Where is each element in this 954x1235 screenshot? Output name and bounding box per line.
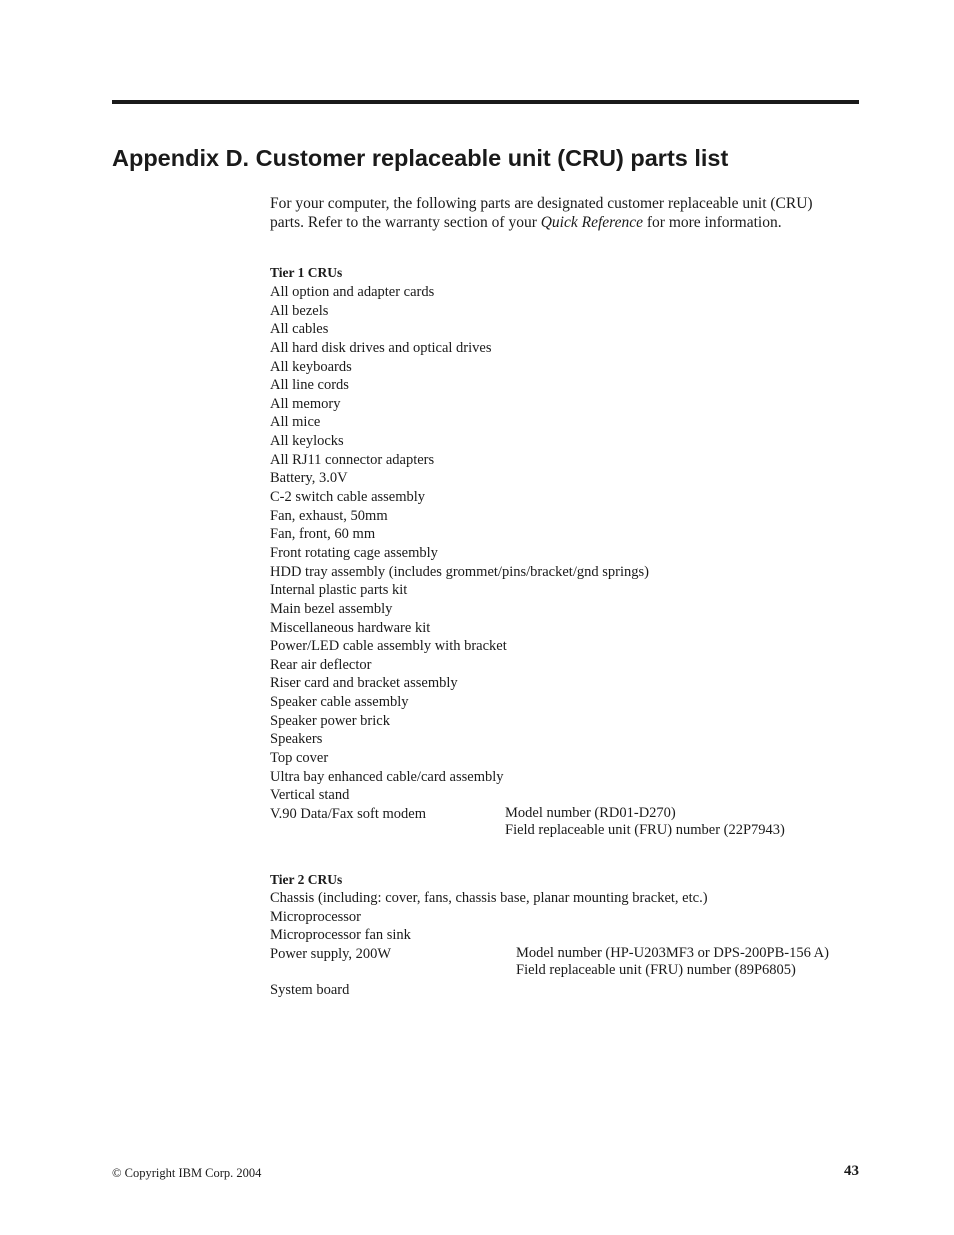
power-supply-detail	[516, 945, 829, 980]
list-item: All keyboards	[270, 358, 352, 375]
list-item: All option and adapter cards	[270, 284, 435, 300]
list-item: Ultra bay enhanced cable/card assembly	[270, 768, 504, 785]
list-item: Microprocessor	[270, 908, 362, 925]
list-item: Vertical stand	[270, 787, 350, 804]
intro-italic: Quick Reference	[540, 213, 643, 231]
list-item: All memory	[270, 395, 341, 412]
tier2-list	[270, 889, 829, 979]
list-item: Battery, 3.0V	[270, 470, 348, 487]
power-model-number: Model number (HP-U203MF3 or DPS-200PB-156 A)	[516, 944, 829, 961]
power-fru-number: Field replaceable unit (FRU) number (89P6805)	[516, 962, 796, 979]
modem-label: V.90 Data/Fax soft modem	[270, 805, 426, 822]
modem-fru-number: Field replaceable unit (FRU) number (22P7943)	[505, 822, 785, 839]
list-item: All RJ11 connector adapters	[270, 451, 435, 468]
list-item-power-supply	[270, 944, 829, 979]
tier1-heading: Tier 1 CRUs	[270, 265, 343, 280]
list-item: Miscellaneous hardware kit	[270, 619, 431, 636]
list-item: Power/LED cable assembly with bracket	[270, 638, 507, 655]
list-item: Top cover	[270, 750, 329, 767]
power-supply-label: Power supply, 200W	[270, 945, 392, 962]
list-item: All keylocks	[270, 433, 344, 450]
modem-detail	[505, 805, 785, 840]
header-rule	[112, 100, 859, 104]
page-title: Appendix D. Customer replaceable unit (CRU) parts list	[112, 145, 729, 171]
intro-paragraph	[270, 195, 850, 232]
list-item: Main bezel assembly	[270, 600, 393, 617]
list-item: C-2 switch cable assembly	[270, 489, 426, 506]
list-item: Rear air deflector	[270, 656, 372, 673]
list-item: All bezels	[270, 302, 329, 319]
list-item: Speaker power brick	[270, 712, 390, 729]
intro-text-after: for more information.	[643, 213, 782, 231]
list-item: Speakers	[270, 731, 323, 748]
list-item-system-board: System board	[270, 982, 350, 998]
list-item: Microprocessor fan sink	[270, 927, 411, 944]
list-item: Chassis (including: cover, fans, chassis base, planar mounting bracket, etc.)	[270, 890, 708, 906]
list-item: Fan, front, 60 mm	[270, 526, 376, 543]
list-item: Riser card and bracket assembly	[270, 675, 458, 692]
list-item: Front rotating cage assembly	[270, 544, 438, 561]
list-item: Speaker cable assembly	[270, 694, 409, 711]
copyright-footer: © Copyright IBM Corp. 2004	[112, 1166, 262, 1180]
intro-text-before: For your computer, the following parts are designated customer replaceable unit (CRU) parts. Refer to the warranty section of your	[270, 195, 813, 231]
list-item: All cables	[270, 321, 329, 338]
list-item: All hard disk drives and optical drives	[270, 339, 492, 356]
tier2-heading: Tier 2 CRUs	[270, 872, 343, 887]
list-item: Fan, exhaust, 50mm	[270, 507, 388, 524]
tier1-list	[270, 283, 785, 839]
list-item: Internal plastic parts kit	[270, 582, 408, 599]
list-item: All mice	[270, 414, 321, 431]
list-item: All line cords	[270, 377, 349, 394]
list-item: HDD tray assembly (includes grommet/pins/bracket/gnd springs)	[270, 563, 649, 580]
list-item-modem	[270, 804, 785, 839]
page-number: 43	[844, 1163, 859, 1179]
modem-model-number: Model number (RD01-D270)	[505, 804, 676, 821]
